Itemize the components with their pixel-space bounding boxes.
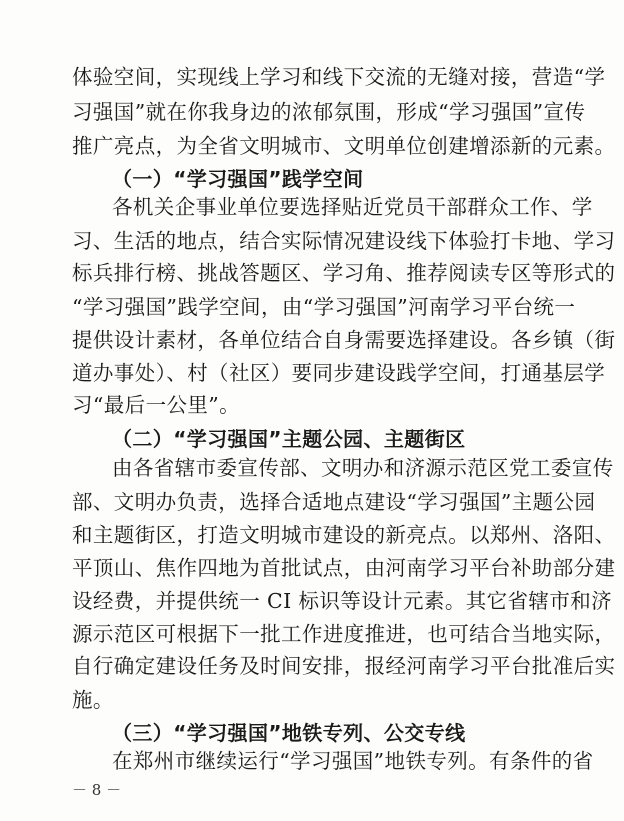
body-line: “学习强国”践学空间，由“学习强国”河南学习平台统一 <box>72 295 576 319</box>
body-line: 提供设计素材，各单位结合自身需要选择建设。各乡镇（街 <box>72 328 616 352</box>
body-line: 习、生活的地点，结合实际情况建设线下体验打卡地、学习 <box>72 229 616 253</box>
body-line: 由各省辖市委宣传部、文明办和济源示范区党工委宣传 <box>112 456 614 480</box>
body-line: 设经费，并提供统一 CI 标识等设计元素。其它省辖市和济 <box>72 589 613 613</box>
body-line: 体验空间，实现线上学习和线下交流的无缝对接，营造“学 <box>72 65 606 89</box>
body-line: 标兵排行榜、挑战答题区、学习角、推荐阅读专区等形式的 <box>72 261 616 285</box>
body-line: 推广亮点，为全省文明城市、文明单位创建增添新的元素。 <box>72 134 616 158</box>
body-line: 部、文明办负责，选择合适地点建设“学习强国”主题公园 <box>72 490 596 514</box>
body-line: 在郑州市继续运行“学习强国”地铁专列。有条件的省 <box>112 749 594 773</box>
body-line: 自行确定建设任务及时间安排，报经河南学习平台批准后实 <box>72 654 616 678</box>
section-heading: （二）“学习强国”主题公园、主题街区 <box>112 427 466 451</box>
body-line: 施。 <box>72 688 114 712</box>
body-line: 各机关企事业单位要选择贴近党员干部群众工作、学 <box>112 195 593 219</box>
body-line: 习“最后一公里”。 <box>72 393 241 417</box>
body-line: 平顶山、焦作四地为首批试点，由河南学习平台补助部分建 <box>72 556 616 580</box>
section-heading: （三）“学习强国”地铁专列、公交专线 <box>112 721 466 745</box>
body-line: 道办事处）、村（社区）要同步建设践学空间，打通基层学 <box>72 361 606 385</box>
section-heading: （一）“学习强国”践学空间 <box>112 167 364 191</box>
body-line: 习强国”就在你我身边的浓郁氛围，形成“学习强国”宣传 <box>72 100 586 124</box>
page-number: － 8 － <box>72 781 122 799</box>
body-line: 源示范区可根据下一批工作进度推进，也可结合当地实际， <box>72 622 616 646</box>
body-line: 和主题街区，打造文明城市建设的新亮点。以郑州、洛阳、 <box>72 523 616 547</box>
